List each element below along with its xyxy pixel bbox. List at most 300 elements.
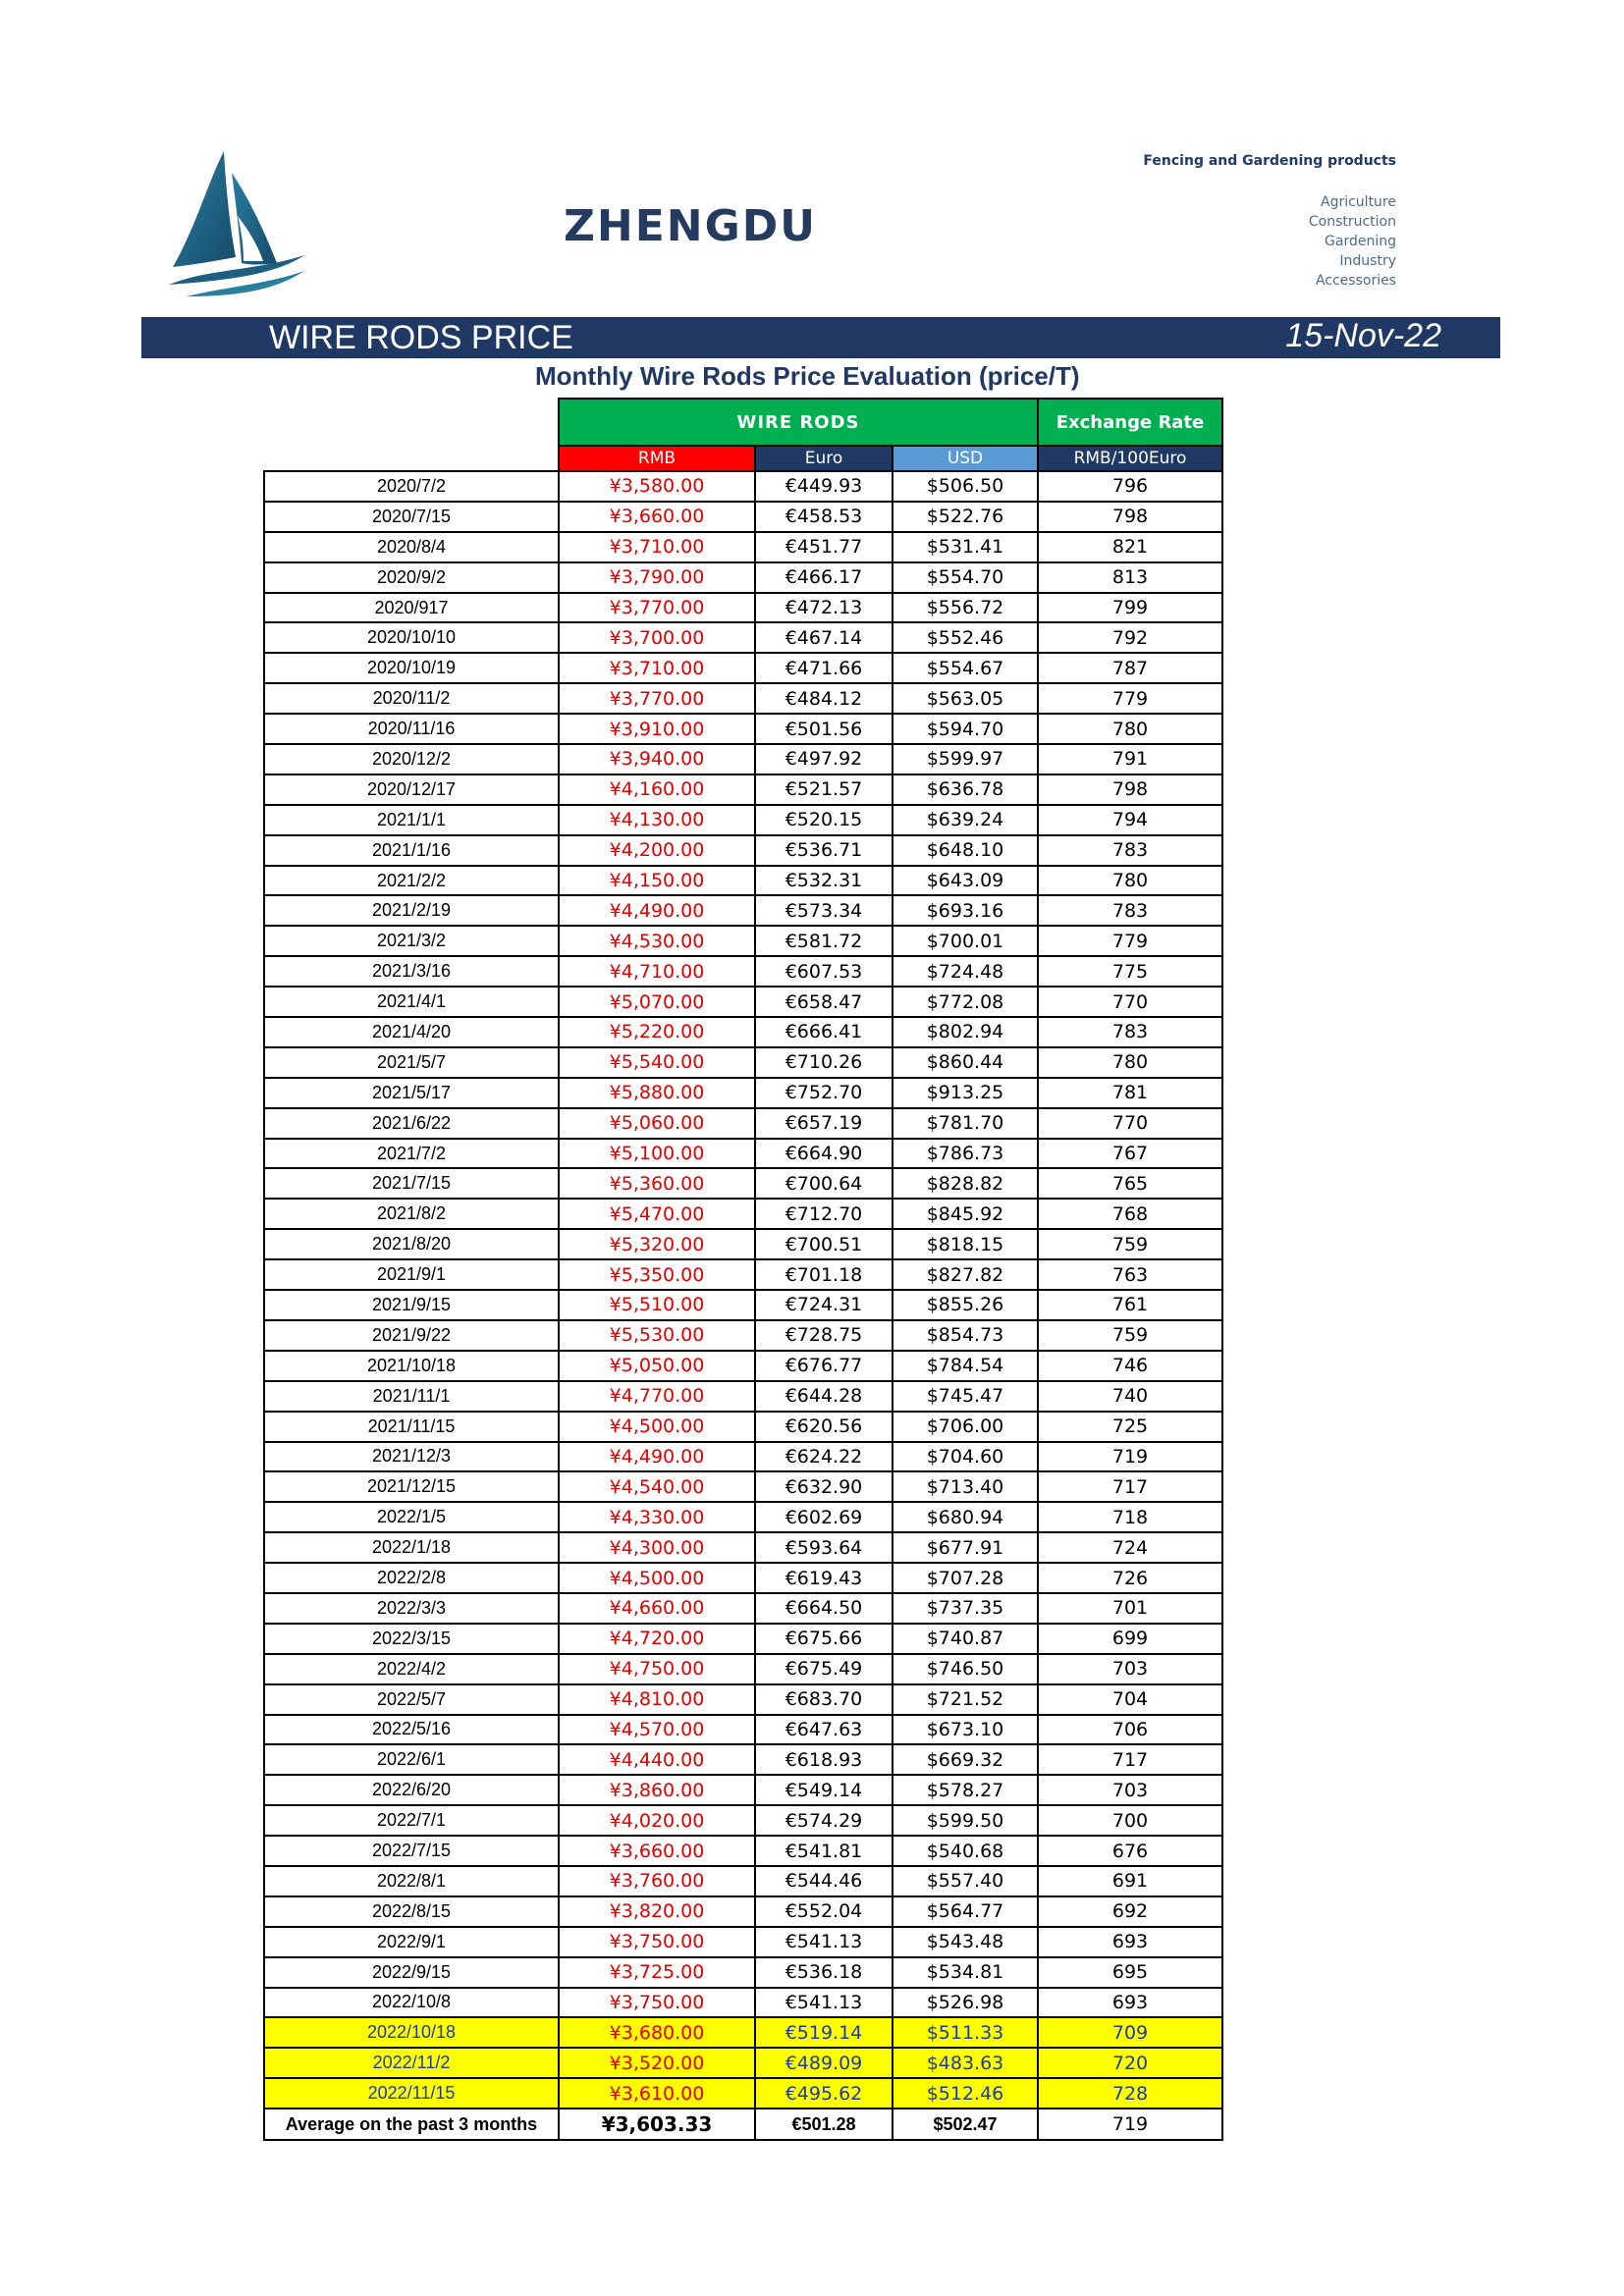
row-usd: $860.44 xyxy=(893,1047,1038,1078)
row-usd: $713.40 xyxy=(893,1471,1038,1502)
row-usd: $563.05 xyxy=(893,683,1038,714)
row-usd: $643.09 xyxy=(893,866,1038,896)
row-rate: 717 xyxy=(1038,1744,1222,1775)
row-usd: $772.08 xyxy=(893,987,1038,1017)
row-date: 2020/11/16 xyxy=(264,714,559,744)
table-row xyxy=(264,1836,1222,1866)
row-euro: €574.29 xyxy=(755,1805,893,1836)
row-rate: 728 xyxy=(1038,2078,1222,2109)
row-euro: €657.19 xyxy=(755,1108,893,1139)
table-row xyxy=(264,1351,1222,1381)
row-usd: $700.01 xyxy=(893,926,1038,956)
row-date: 2021/6/22 xyxy=(264,1108,559,1139)
row-rate: 798 xyxy=(1038,774,1222,805)
row-rate: 706 xyxy=(1038,1715,1222,1745)
row-rmb: ¥3,750.00 xyxy=(559,1927,755,1957)
row-rate: 695 xyxy=(1038,1957,1222,1988)
row-usd: $564.77 xyxy=(893,1896,1038,1927)
row-date: 2021/10/18 xyxy=(264,1351,559,1381)
row-rmb: ¥3,790.00 xyxy=(559,562,755,593)
table-row xyxy=(264,866,1222,896)
category-item: Agriculture xyxy=(1321,194,1396,210)
row-usd: $784.54 xyxy=(893,1351,1038,1381)
row-euro: €666.41 xyxy=(755,1017,893,1047)
row-rate: 799 xyxy=(1038,593,1222,623)
row-rmb: ¥3,520.00 xyxy=(559,2048,755,2078)
row-rmb: ¥5,220.00 xyxy=(559,1017,755,1047)
header-wire-rods: WIRE RODS xyxy=(559,399,1038,446)
row-rate: 767 xyxy=(1038,1139,1222,1169)
table-row xyxy=(264,593,1222,623)
row-date: 2021/8/2 xyxy=(264,1199,559,1229)
row-euro: €544.46 xyxy=(755,1866,893,1896)
row-rate: 770 xyxy=(1038,1108,1222,1139)
row-rmb: ¥3,770.00 xyxy=(559,593,755,623)
row-usd: $506.50 xyxy=(893,471,1038,502)
table-row xyxy=(264,653,1222,683)
row-rmb: ¥4,720.00 xyxy=(559,1624,755,1654)
row-rmb: ¥5,530.00 xyxy=(559,1320,755,1351)
row-rmb: ¥4,500.00 xyxy=(559,1563,755,1593)
row-rmb: ¥3,660.00 xyxy=(559,1836,755,1866)
row-euro: €602.69 xyxy=(755,1502,893,1532)
row-rate: 699 xyxy=(1038,1624,1222,1654)
table-row xyxy=(264,1866,1222,1896)
row-usd: $854.73 xyxy=(893,1320,1038,1351)
table-row xyxy=(264,1229,1222,1259)
row-date: 2021/11/15 xyxy=(264,1412,559,1442)
row-usd: $781.70 xyxy=(893,1108,1038,1139)
table-row xyxy=(264,1775,1222,1805)
row-euro: €552.04 xyxy=(755,1896,893,1927)
row-date: 2022/3/15 xyxy=(264,1624,559,1654)
row-rate: 691 xyxy=(1038,1866,1222,1896)
row-date: 2021/5/7 xyxy=(264,1047,559,1078)
row-date: 2021/9/1 xyxy=(264,1259,559,1290)
row-date: 2022/11/15 xyxy=(264,2078,559,2109)
row-usd: $737.35 xyxy=(893,1593,1038,1624)
row-rmb: ¥3,680.00 xyxy=(559,2017,755,2048)
row-rate: 787 xyxy=(1038,653,1222,683)
average-euro: €501.28 xyxy=(755,2109,893,2140)
row-rate: 792 xyxy=(1038,622,1222,653)
row-rmb: ¥4,490.00 xyxy=(559,895,755,926)
row-rate: 783 xyxy=(1038,895,1222,926)
row-euro: €520.15 xyxy=(755,805,893,835)
row-usd: $680.94 xyxy=(893,1502,1038,1532)
row-rmb: ¥5,070.00 xyxy=(559,987,755,1017)
row-usd: $522.76 xyxy=(893,502,1038,532)
row-usd: $578.27 xyxy=(893,1775,1038,1805)
category-item: Construction xyxy=(1308,214,1396,230)
row-euro: €451.77 xyxy=(755,532,893,562)
row-rmb: ¥4,810.00 xyxy=(559,1684,755,1715)
row-usd: $818.15 xyxy=(893,1229,1038,1259)
row-rmb: ¥5,470.00 xyxy=(559,1199,755,1229)
row-rmb: ¥3,725.00 xyxy=(559,1957,755,1988)
row-date: 2021/1/16 xyxy=(264,835,559,866)
row-rate: 780 xyxy=(1038,714,1222,744)
row-rmb: ¥5,320.00 xyxy=(559,1229,755,1259)
row-euro: €632.90 xyxy=(755,1471,893,1502)
row-rmb: ¥4,200.00 xyxy=(559,835,755,866)
table-row xyxy=(264,2078,1222,2109)
table-row xyxy=(264,895,1222,926)
row-rmb: ¥4,150.00 xyxy=(559,866,755,896)
table-row xyxy=(264,1744,1222,1775)
row-rmb: ¥4,130.00 xyxy=(559,805,755,835)
row-rmb: ¥3,750.00 xyxy=(559,1988,755,2018)
row-euro: €664.90 xyxy=(755,1139,893,1169)
table-row xyxy=(264,956,1222,987)
row-rmb: ¥3,940.00 xyxy=(559,744,755,774)
column-header-euro: Euro xyxy=(755,446,893,471)
row-date: 2021/4/20 xyxy=(264,1017,559,1047)
row-euro: €619.43 xyxy=(755,1563,893,1593)
row-date: 2021/12/3 xyxy=(264,1442,559,1472)
row-rate: 779 xyxy=(1038,683,1222,714)
row-rate: 676 xyxy=(1038,1836,1222,1866)
row-date: 2021/7/15 xyxy=(264,1168,559,1199)
table-row xyxy=(264,1593,1222,1624)
row-euro: €683.70 xyxy=(755,1684,893,1715)
row-usd: $512.46 xyxy=(893,2078,1038,2109)
row-rmb: ¥5,350.00 xyxy=(559,1259,755,1290)
row-euro: €724.31 xyxy=(755,1290,893,1320)
row-date: 2020/10/19 xyxy=(264,653,559,683)
row-usd: $669.32 xyxy=(893,1744,1038,1775)
row-date: 2022/10/8 xyxy=(264,1988,559,2018)
row-usd: $704.60 xyxy=(893,1442,1038,1472)
row-date: 2022/9/15 xyxy=(264,1957,559,1988)
banner-title: WIRE RODS PRICE xyxy=(269,319,573,356)
row-rate: 821 xyxy=(1038,532,1222,562)
row-euro: €471.66 xyxy=(755,653,893,683)
table-row xyxy=(264,1654,1222,1684)
row-date: 2021/12/15 xyxy=(264,1471,559,1502)
table-row xyxy=(264,1624,1222,1654)
row-euro: €624.22 xyxy=(755,1442,893,1472)
row-usd: $639.24 xyxy=(893,805,1038,835)
price-table xyxy=(263,398,1223,2141)
row-rate: 783 xyxy=(1038,1017,1222,1047)
row-euro: €495.62 xyxy=(755,2078,893,2109)
row-date: 2021/4/1 xyxy=(264,987,559,1017)
table-row xyxy=(264,471,1222,502)
category-item: Industry xyxy=(1339,253,1396,269)
row-date: 2022/1/18 xyxy=(264,1532,559,1563)
column-header-rmb: RMB xyxy=(559,446,755,471)
row-euro: €467.14 xyxy=(755,622,893,653)
column-header-usd: USD xyxy=(893,446,1038,471)
row-rmb: ¥3,710.00 xyxy=(559,653,755,683)
row-usd: $483.63 xyxy=(893,2048,1038,2078)
row-date: 2020/10/10 xyxy=(264,622,559,653)
table-row xyxy=(264,987,1222,1017)
row-rmb: ¥3,910.00 xyxy=(559,714,755,744)
row-usd: $540.68 xyxy=(893,1836,1038,1866)
row-date: 2022/6/1 xyxy=(264,1744,559,1775)
row-rmb: ¥3,770.00 xyxy=(559,683,755,714)
row-date: 2020/12/17 xyxy=(264,774,559,805)
table-row xyxy=(264,1290,1222,1320)
table-row xyxy=(264,714,1222,744)
average-usd: $502.47 xyxy=(893,2109,1038,2140)
row-rate: 796 xyxy=(1038,471,1222,502)
row-date: 2020/7/2 xyxy=(264,471,559,502)
row-date: 2022/1/5 xyxy=(264,1502,559,1532)
row-rate: 693 xyxy=(1038,1988,1222,2018)
table-row xyxy=(264,1988,1222,2018)
row-date: 2020/8/4 xyxy=(264,532,559,562)
row-rate: 700 xyxy=(1038,1805,1222,1836)
row-rate: 783 xyxy=(1038,835,1222,866)
row-date: 2022/11/2 xyxy=(264,2048,559,2078)
row-usd: $693.16 xyxy=(893,895,1038,926)
row-rate: 779 xyxy=(1038,926,1222,956)
row-rate: 759 xyxy=(1038,1229,1222,1259)
row-euro: €472.13 xyxy=(755,593,893,623)
row-rate: 768 xyxy=(1038,1199,1222,1229)
row-usd: $673.10 xyxy=(893,1715,1038,1745)
row-usd: $677.91 xyxy=(893,1532,1038,1563)
column-header-rate: RMB/100Euro xyxy=(1038,446,1222,471)
row-rate: 719 xyxy=(1038,1442,1222,1472)
row-rmb: ¥4,570.00 xyxy=(559,1715,755,1745)
row-rate: 770 xyxy=(1038,987,1222,1017)
row-date: 2022/8/15 xyxy=(264,1896,559,1927)
row-usd: $557.40 xyxy=(893,1866,1038,1896)
row-rmb: ¥3,760.00 xyxy=(559,1866,755,1896)
row-euro: €549.14 xyxy=(755,1775,893,1805)
table-row xyxy=(264,1168,1222,1199)
row-date: 2022/7/15 xyxy=(264,1836,559,1866)
row-rmb: ¥4,500.00 xyxy=(559,1412,755,1442)
row-usd: $724.48 xyxy=(893,956,1038,987)
table-row xyxy=(264,502,1222,532)
row-euro: €573.34 xyxy=(755,895,893,926)
row-usd: $746.50 xyxy=(893,1654,1038,1684)
row-rmb: ¥5,060.00 xyxy=(559,1108,755,1139)
row-rate: 718 xyxy=(1038,1502,1222,1532)
row-rmb: ¥4,530.00 xyxy=(559,926,755,956)
row-euro: €489.09 xyxy=(755,2048,893,2078)
row-date: 2022/5/16 xyxy=(264,1715,559,1745)
row-usd: $828.82 xyxy=(893,1168,1038,1199)
table-row xyxy=(264,835,1222,866)
row-rate: 813 xyxy=(1038,562,1222,593)
row-euro: €536.71 xyxy=(755,835,893,866)
row-rmb: ¥4,300.00 xyxy=(559,1532,755,1563)
row-rate: 724 xyxy=(1038,1532,1222,1563)
row-usd: $599.97 xyxy=(893,744,1038,774)
row-rmb: ¥5,540.00 xyxy=(559,1047,755,1078)
table-row xyxy=(264,1563,1222,1593)
row-rate: 717 xyxy=(1038,1471,1222,1502)
table-row xyxy=(264,1805,1222,1836)
row-date: 2021/9/15 xyxy=(264,1290,559,1320)
title-banner xyxy=(141,317,1500,358)
table-row xyxy=(264,1927,1222,1957)
row-date: 2020/11/2 xyxy=(264,683,559,714)
row-rate: 775 xyxy=(1038,956,1222,987)
row-rate: 763 xyxy=(1038,1259,1222,1290)
row-usd: $594.70 xyxy=(893,714,1038,744)
row-euro: €700.64 xyxy=(755,1168,893,1199)
average-rate: 719 xyxy=(1038,2109,1222,2140)
row-euro: €710.26 xyxy=(755,1047,893,1078)
table-row xyxy=(264,1471,1222,1502)
average-label: Average on the past 3 months xyxy=(264,2109,559,2140)
row-date: 2022/4/2 xyxy=(264,1654,559,1684)
row-rmb: ¥4,490.00 xyxy=(559,1442,755,1472)
subheader-blank xyxy=(264,446,559,471)
row-date: 2022/7/1 xyxy=(264,1805,559,1836)
table-row xyxy=(264,1381,1222,1412)
row-date: 2022/10/18 xyxy=(264,2017,559,2048)
row-rate: 703 xyxy=(1038,1654,1222,1684)
row-euro: €658.47 xyxy=(755,987,893,1017)
row-date: 2022/6/20 xyxy=(264,1775,559,1805)
table-row xyxy=(264,1108,1222,1139)
table-row xyxy=(264,1412,1222,1442)
row-usd: $599.50 xyxy=(893,1805,1038,1836)
row-rate: 704 xyxy=(1038,1684,1222,1715)
row-euro: €581.72 xyxy=(755,926,893,956)
row-rate: 726 xyxy=(1038,1563,1222,1593)
row-usd: $721.52 xyxy=(893,1684,1038,1715)
table-row xyxy=(264,926,1222,956)
row-rmb: ¥5,360.00 xyxy=(559,1168,755,1199)
row-rate: 794 xyxy=(1038,805,1222,835)
row-date: 2021/11/1 xyxy=(264,1381,559,1412)
table-row xyxy=(264,622,1222,653)
table-subtitle: Monthly Wire Rods Price Evaluation (price/T) xyxy=(535,361,1080,391)
row-date: 2021/5/17 xyxy=(264,1078,559,1108)
row-euro: €700.51 xyxy=(755,1229,893,1259)
row-rmb: ¥5,510.00 xyxy=(559,1290,755,1320)
table-row xyxy=(264,1259,1222,1290)
table-row xyxy=(264,2048,1222,2078)
row-usd: $554.70 xyxy=(893,562,1038,593)
row-usd: $706.00 xyxy=(893,1412,1038,1442)
row-euro: €618.93 xyxy=(755,1744,893,1775)
row-date: 2020/7/15 xyxy=(264,502,559,532)
row-date: 2020/12/2 xyxy=(264,744,559,774)
row-euro: €728.75 xyxy=(755,1320,893,1351)
row-rmb: ¥3,610.00 xyxy=(559,2078,755,2109)
row-rate: 701 xyxy=(1038,1593,1222,1624)
header-blank xyxy=(264,399,559,446)
table-row xyxy=(264,1896,1222,1927)
row-euro: €501.56 xyxy=(755,714,893,744)
table-row xyxy=(264,1078,1222,1108)
row-usd: $526.98 xyxy=(893,1988,1038,2018)
row-usd: $556.72 xyxy=(893,593,1038,623)
table-row xyxy=(264,744,1222,774)
row-rmb: ¥4,710.00 xyxy=(559,956,755,987)
banner-date: 15-Nov-22 xyxy=(1285,317,1441,354)
table-row xyxy=(264,2017,1222,2048)
row-euro: €449.93 xyxy=(755,471,893,502)
category-list xyxy=(1309,192,1396,291)
row-rmb: ¥4,330.00 xyxy=(559,1502,755,1532)
row-usd: $827.82 xyxy=(893,1259,1038,1290)
row-rate: 740 xyxy=(1038,1381,1222,1412)
row-rmb: ¥4,160.00 xyxy=(559,774,755,805)
table-row xyxy=(264,1502,1222,1532)
row-usd: $511.33 xyxy=(893,2017,1038,2048)
header-exchange-rate: Exchange Rate xyxy=(1038,399,1222,446)
row-rate: 693 xyxy=(1038,1927,1222,1957)
row-euro: €712.70 xyxy=(755,1199,893,1229)
row-date: 2022/9/1 xyxy=(264,1927,559,1957)
row-date: 2021/2/2 xyxy=(264,866,559,896)
row-usd: $534.81 xyxy=(893,1957,1038,1988)
row-rmb: ¥4,660.00 xyxy=(559,1593,755,1624)
row-euro: €532.31 xyxy=(755,866,893,896)
row-date: 2021/9/22 xyxy=(264,1320,559,1351)
row-date: 2022/3/3 xyxy=(264,1593,559,1624)
table-body xyxy=(264,471,1222,2109)
table-row xyxy=(264,1957,1222,1988)
row-rmb: ¥3,660.00 xyxy=(559,502,755,532)
row-rate: 780 xyxy=(1038,866,1222,896)
row-date: 2021/7/2 xyxy=(264,1139,559,1169)
row-euro: €541.13 xyxy=(755,1988,893,2018)
row-euro: €458.53 xyxy=(755,502,893,532)
row-euro: €466.17 xyxy=(755,562,893,593)
sailboat-logo-icon xyxy=(167,147,314,304)
row-date: 2020/917 xyxy=(264,593,559,623)
row-rate: 692 xyxy=(1038,1896,1222,1927)
row-date: 2022/5/7 xyxy=(264,1684,559,1715)
table-row xyxy=(264,805,1222,835)
category-item: Accessories xyxy=(1315,273,1396,289)
row-rmb: ¥4,020.00 xyxy=(559,1805,755,1836)
row-rate: 746 xyxy=(1038,1351,1222,1381)
table-row xyxy=(264,1442,1222,1472)
row-rate: 709 xyxy=(1038,2017,1222,2048)
row-rate: 725 xyxy=(1038,1412,1222,1442)
average-rmb: ¥3,603.33 xyxy=(559,2109,755,2140)
company-name: ZHENGDU xyxy=(564,201,817,251)
row-euro: €519.14 xyxy=(755,2017,893,2048)
row-rmb: ¥4,540.00 xyxy=(559,1471,755,1502)
row-euro: €607.53 xyxy=(755,956,893,987)
row-usd: $855.26 xyxy=(893,1290,1038,1320)
row-date: 2020/9/2 xyxy=(264,562,559,593)
average-row xyxy=(264,2109,1222,2140)
category-item: Gardening xyxy=(1325,234,1396,249)
row-usd: $913.25 xyxy=(893,1078,1038,1108)
row-rate: 791 xyxy=(1038,744,1222,774)
row-usd: $740.87 xyxy=(893,1624,1038,1654)
row-euro: €701.18 xyxy=(755,1259,893,1290)
row-euro: €647.63 xyxy=(755,1715,893,1745)
row-rmb: ¥3,580.00 xyxy=(559,471,755,502)
table-row xyxy=(264,1047,1222,1078)
row-usd: $531.41 xyxy=(893,532,1038,562)
row-usd: $554.67 xyxy=(893,653,1038,683)
row-euro: €675.49 xyxy=(755,1654,893,1684)
row-usd: $552.46 xyxy=(893,622,1038,653)
row-euro: €484.12 xyxy=(755,683,893,714)
row-rate: 703 xyxy=(1038,1775,1222,1805)
row-euro: €497.92 xyxy=(755,744,893,774)
row-rmb: ¥5,880.00 xyxy=(559,1078,755,1108)
row-rmb: ¥5,050.00 xyxy=(559,1351,755,1381)
